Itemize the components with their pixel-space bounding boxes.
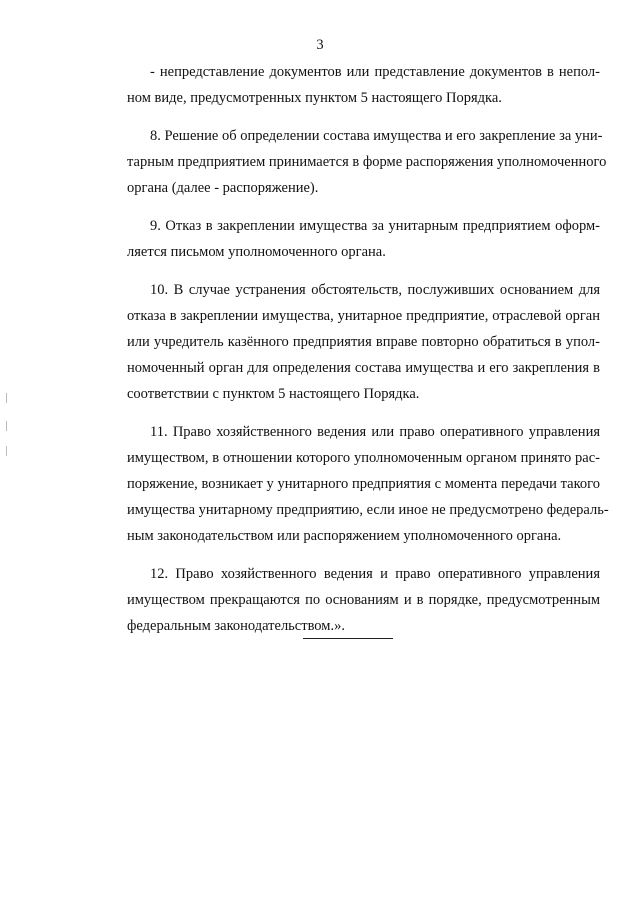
- text-line: ном виде, предусмотренных пунктом 5 настоящего Порядка.: [127, 90, 502, 106]
- paragraph-9-continued: [127, 239, 600, 265]
- end-of-text-separator: [303, 638, 393, 639]
- paragraph-8-continued: [127, 149, 607, 175]
- paragraph-11-continued: [127, 445, 600, 471]
- text-line: 8. Решение об определении состава имущества и его закрепление за уни-: [150, 128, 603, 144]
- paragraph-9: [127, 213, 600, 239]
- scan-margin-mark: [6, 393, 7, 403]
- paragraph-11-continued: [127, 523, 600, 549]
- page-number: 3: [316, 37, 324, 53]
- text-line: имуществом прекращаются по основаниям и в порядке, предусмотренным: [127, 592, 600, 608]
- scan-margin-mark: [6, 446, 7, 456]
- text-line: отказа в закреплении имущества, унитарное предприятие, отраслевой орган: [127, 308, 600, 324]
- text-line: - непредставление документов или представление документов в непол-: [150, 64, 600, 80]
- paragraph-11-continued: [127, 471, 600, 497]
- text-line: номоченный орган для определения состава имущества и его закрепления в: [127, 360, 600, 376]
- text-line: 11. Право хозяйственного ведения или право оперативного управления: [150, 424, 600, 440]
- paragraph-10-continued: [127, 381, 600, 407]
- text-line: 9. Отказ в закреплении имущества за унитарным предприятием оформ-: [150, 218, 600, 234]
- text-line: соответствии с пунктом 5 настоящего Порядка.: [127, 386, 420, 402]
- paragraph-10-continued: [127, 355, 600, 381]
- text-line: ным законодательством или распоряжением уполномоченного органа.: [127, 528, 562, 544]
- paragraph-item-7-point-1: [127, 59, 600, 85]
- paragraph-10: [127, 277, 600, 303]
- text-line: поряжение, возникает у унитарного предприятия с момента передачи такого: [127, 476, 600, 492]
- text-line: ляется письмом уполномоченного органа.: [127, 244, 386, 260]
- paragraph-8-continued: [127, 175, 600, 201]
- paragraph-11: [127, 419, 600, 445]
- text-line: имуществом, в отношении которого уполномоченным органом принято рас-: [127, 450, 600, 466]
- text-line: имущества унитарному предприятию, если иное не предусмотрено федераль-: [127, 502, 609, 518]
- document-body: [127, 59, 609, 639]
- paragraph-8: [127, 123, 603, 149]
- text-line: или учредитель казённого предприятия вправе повторно обратиться в упол-: [127, 334, 600, 350]
- text-line: 12. Право хозяйственного ведения и право оперативного управления: [150, 566, 600, 582]
- text-line: 10. В случае устранения обстоятельств, послуживших основанием для: [150, 282, 600, 298]
- text-line: тарным предприятием принимается в форме распоряжения уполномоченного: [127, 154, 607, 170]
- paragraph-11-continued: [127, 497, 609, 523]
- scan-margin-mark: [6, 421, 7, 431]
- text-line: федеральным законодательством.».: [127, 618, 345, 634]
- paragraph-12: [127, 561, 600, 587]
- paragraph-12-continued: [127, 587, 600, 613]
- paragraph-10-continued: [127, 303, 600, 329]
- paragraph-12-continued: [127, 613, 600, 639]
- paragraph-10-continued: [127, 329, 600, 355]
- text-line: органа (далее - распоряжение).: [127, 180, 319, 196]
- paragraph-item-7-point-1-continued: [127, 85, 600, 111]
